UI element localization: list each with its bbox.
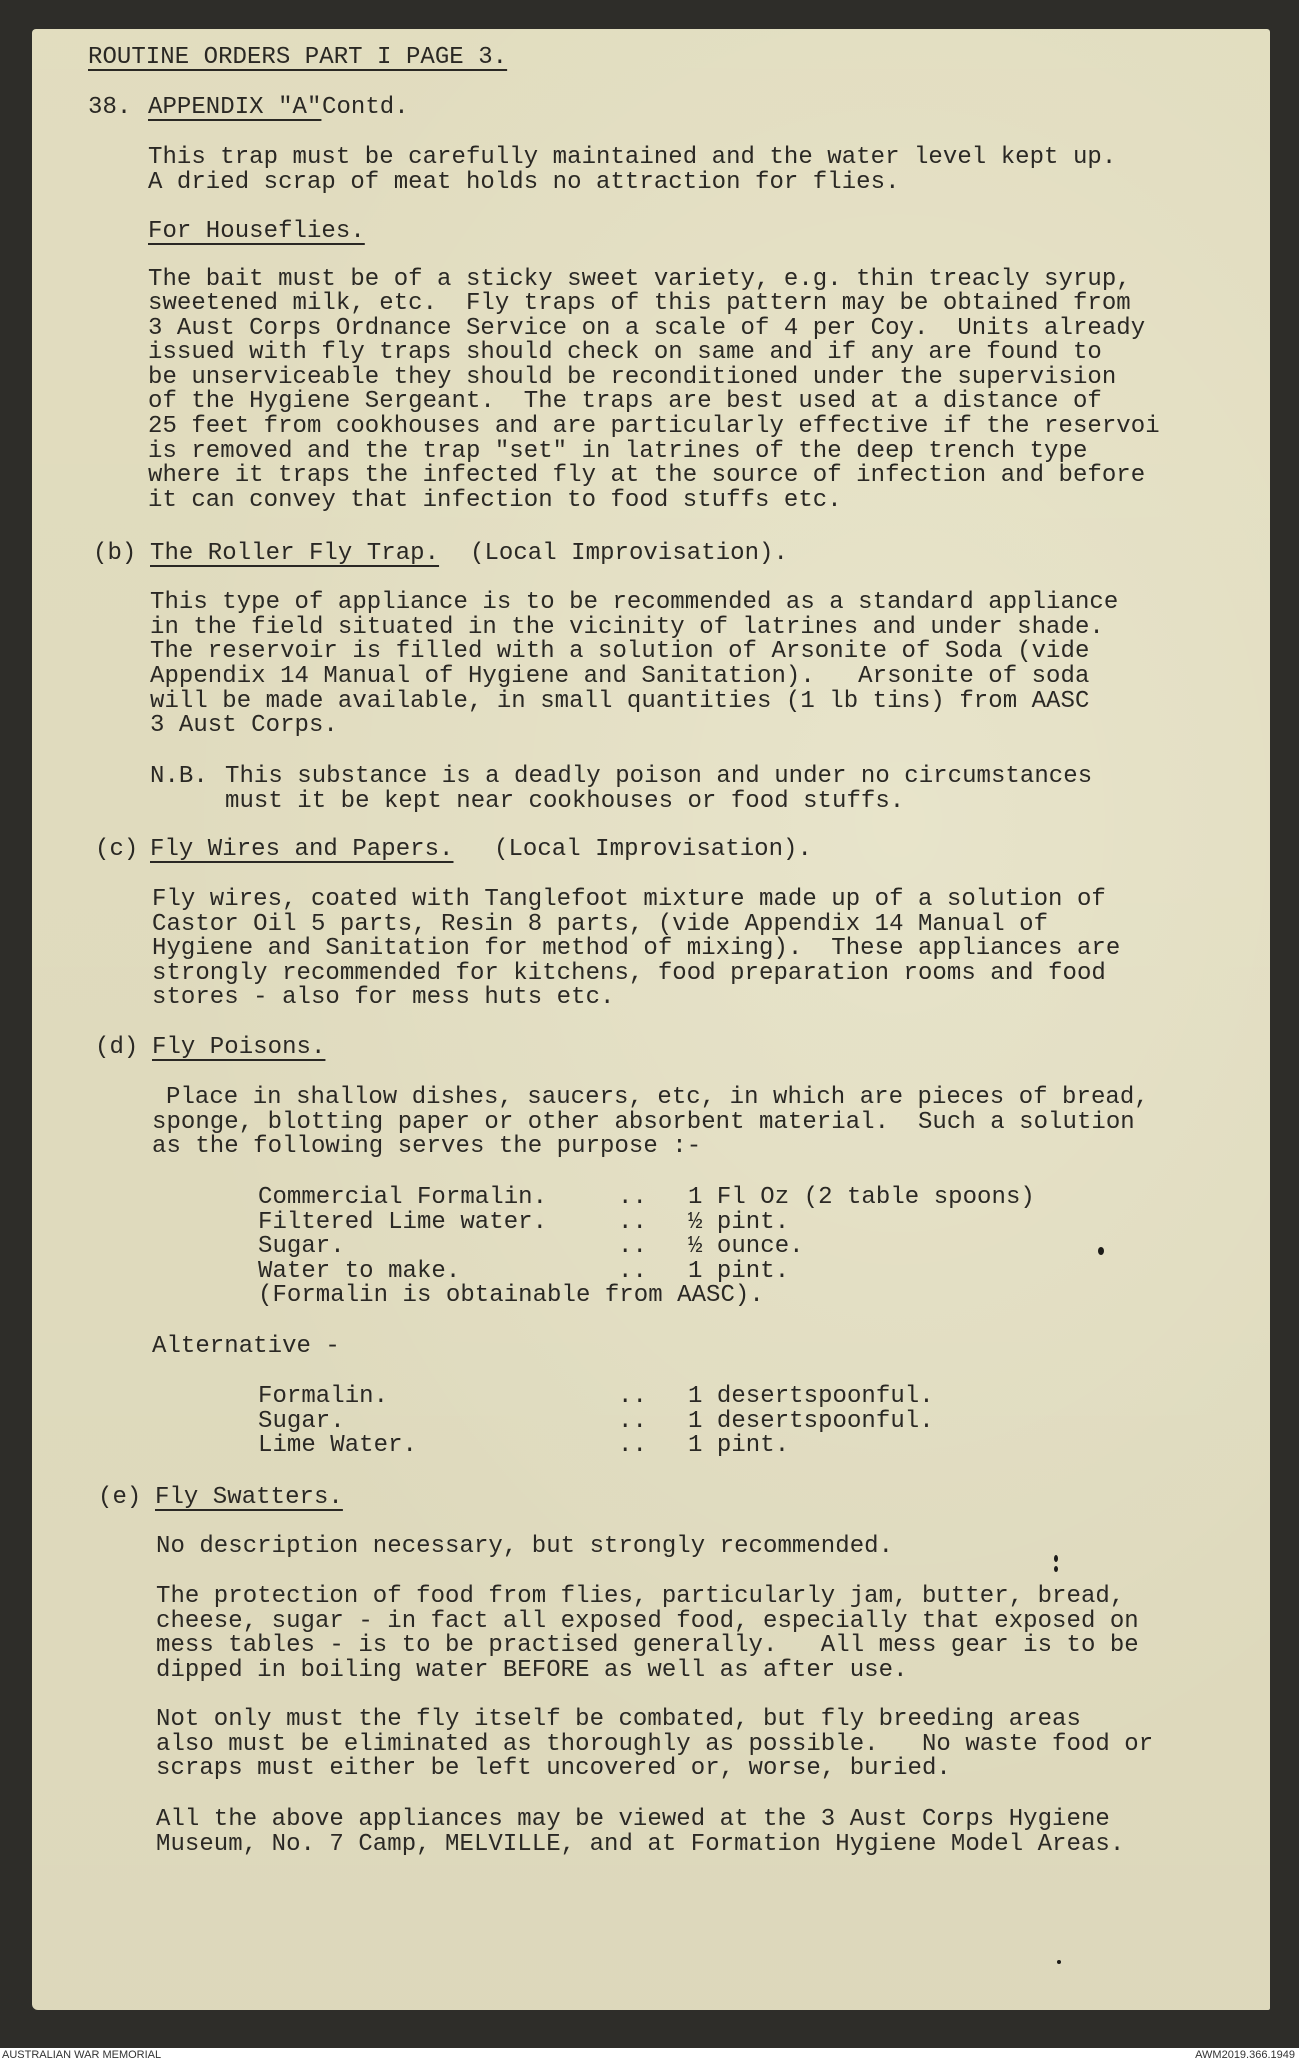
section-d-label: (d) [95,1034,139,1061]
section-b-heading: The Roller Fly Trap. [150,540,440,567]
houseflies-line: of the Hygiene Sergeant. The traps are best used at a distance of [148,388,1102,415]
section-e-para2-line: Not only must the fly itself be combated, but fly breeding areas [156,1706,1081,1733]
item-title: APPENDIX "A" [148,94,322,121]
section-e-para1-line: cheese, sugar - in fact all exposed food, especially that exposed on [156,1608,1139,1635]
formula-separator: .. [618,1233,647,1260]
alternative-separator: .. [618,1383,647,1410]
section-c-line: Castor Oil 5 parts, Resin 8 parts, (vide Appendix 14 Manual of [152,911,1049,938]
houseflies-line: it can convey that infection to food stuffs etc. [148,487,842,514]
section-b-label: (b) [93,540,137,567]
section-c-line: strongly recommended for kitchens, food preparation rooms and food [152,960,1106,987]
formula-amount: 1 Fl Oz (2 table spoons) [688,1184,1035,1211]
section-d-line: sponge, blotting paper or other absorbent material. Such a solution [152,1109,1135,1136]
formula-separator: .. [618,1209,647,1236]
section-b-line: Appendix 14 Manual of Hygiene and Sanitation). Arsonite of soda [150,663,1090,690]
section-e-line: No description necessary, but strongly recommended. [156,1533,894,1560]
formula-ingredient: Filtered Lime water. [258,1209,548,1236]
section-c-line: Hygiene and Sanitation for method of mixing). These appliances are [152,935,1121,962]
section-c-note: (Local Improvisation). [494,836,812,863]
nb-label: N.B. [150,763,208,790]
item-title-suffix: Contd. [322,94,409,121]
alternative-amount: 1 pint. [688,1432,790,1459]
nb-line: This substance is a deadly poison and under no circumstances [225,763,1093,790]
alternative-ingredient: Formalin. [258,1383,389,1410]
section-b-note: (Local Improvisation). [470,540,788,567]
intro-line: This trap must be carefully maintained and the water level kept up. [148,144,1117,171]
alternative-amount: 1 desertspoonful. [688,1383,934,1410]
nb-line: must it be kept near cookhouses or food stuffs. [225,788,905,815]
formula-amount: ½ ounce. [688,1233,804,1260]
alternative-separator: .. [618,1408,647,1435]
ink-speck [1054,1555,1058,1562]
houseflies-line: The bait must be of a sticky sweet variety, e.g. thin treacly syrup, [148,266,1131,293]
ink-speck [1054,1566,1058,1572]
section-d-line: Place in shallow dishes, saucers, etc, in which are pieces of bread, [166,1084,1149,1111]
section-e-para2-line: scraps must either be left uncovered or, worse, buried. [156,1755,951,1782]
section-b-line: will be made available, in small quantities (1 lb tins) from AASC [150,688,1090,715]
item-number: 38. [88,94,132,121]
formula-ingredient: Sugar. [258,1233,345,1260]
section-d-line: as the following serves the purpose :- [152,1133,702,1160]
alternative-ingredient: Sugar. [258,1408,345,1435]
section-b-line: The reservoir is filled with a solution of Arsonite of Soda (vide [150,638,1090,665]
section-e-para3-line: Museum, No. 7 Camp, MELVILLE, and at Formation Hygiene Model Areas. [156,1831,1125,1858]
section-e-para1-line: mess tables - is to be practised generally. All mess gear is to be [156,1632,1139,1659]
houseflies-line: is removed and the trap "set" in latrines of the deep trench type [148,438,1088,465]
houseflies-line: be unserviceable they should be reconditioned under the supervision [148,364,1117,391]
page-header: ROUTINE ORDERS PART I PAGE 3. [88,44,508,71]
formula-note: (Formalin is obtainable from AASC). [258,1282,764,1309]
section-e-para2-line: also must be eliminated as thoroughly as possible. No waste food or [156,1731,1154,1758]
intro-line: A dried scrap of meat holds no attraction for flies. [148,169,900,196]
houseflies-line: issued with fly traps should check on same and if any are found to [148,339,1102,366]
ink-speck [1057,1960,1061,1964]
section-c-line: Fly wires, coated with Tanglefoot mixture made up of a solution of [152,886,1106,913]
section-b-line: in the field situated in the vicinity of latrines and under shade. [150,614,1104,641]
alternative-ingredient: Lime Water. [258,1432,417,1459]
houseflies-line: 3 Aust Corps Ordnance Service on a scale of 4 per Coy. Units already [148,315,1146,342]
formula-amount: 1 pint. [688,1258,790,1285]
formula-separator: .. [618,1258,647,1285]
section-b-line: 3 Aust Corps. [150,712,338,739]
alternative-amount: 1 desertspoonful. [688,1408,934,1435]
formula-separator: .. [618,1184,647,1211]
footer-institution: AUSTRALIAN WAR MEMORIAL [2,2049,162,2061]
section-c-label: (c) [95,836,139,863]
footer-accession-number: AWM2019.366.1949 [1195,2049,1295,2061]
alternative-label: Alternative - [152,1333,340,1360]
houseflies-line: where it traps the infected fly at the source of infection and before [148,462,1146,489]
formula-amount: ½ pint. [688,1209,790,1236]
section-b-line: This type of appliance is to be recommended as a standard appliance [150,589,1119,616]
section-e-heading: Fly Swatters. [155,1484,343,1511]
formula-ingredient: Water to make. [258,1258,461,1285]
section-c-heading: Fly Wires and Papers. [150,836,454,863]
alternative-separator: .. [618,1432,647,1459]
houseflies-line: 25 feet from cookhouses and are particularly effective if the reservoi [148,413,1160,440]
section-e-para1-line: The protection of food from flies, particularly jam, butter, bread, [156,1583,1125,1610]
section-e-label: (e) [98,1484,142,1511]
houseflies-line: sweetened milk, etc. Fly traps of this pattern may be obtained from [148,290,1131,317]
formula-ingredient: Commercial Formalin. [258,1184,548,1211]
houseflies-heading: For Houseflies. [148,218,365,245]
section-e-para3-line: All the above appliances may be viewed at the 3 Aust Corps Hygiene [156,1806,1110,1833]
section-d-heading: Fly Poisons. [152,1034,326,1061]
ink-speck [1098,1247,1104,1255]
section-e-para1-line: dipped in boiling water BEFORE as well as after use. [156,1657,908,1684]
section-c-line: stores - also for mess huts etc. [152,984,615,1011]
